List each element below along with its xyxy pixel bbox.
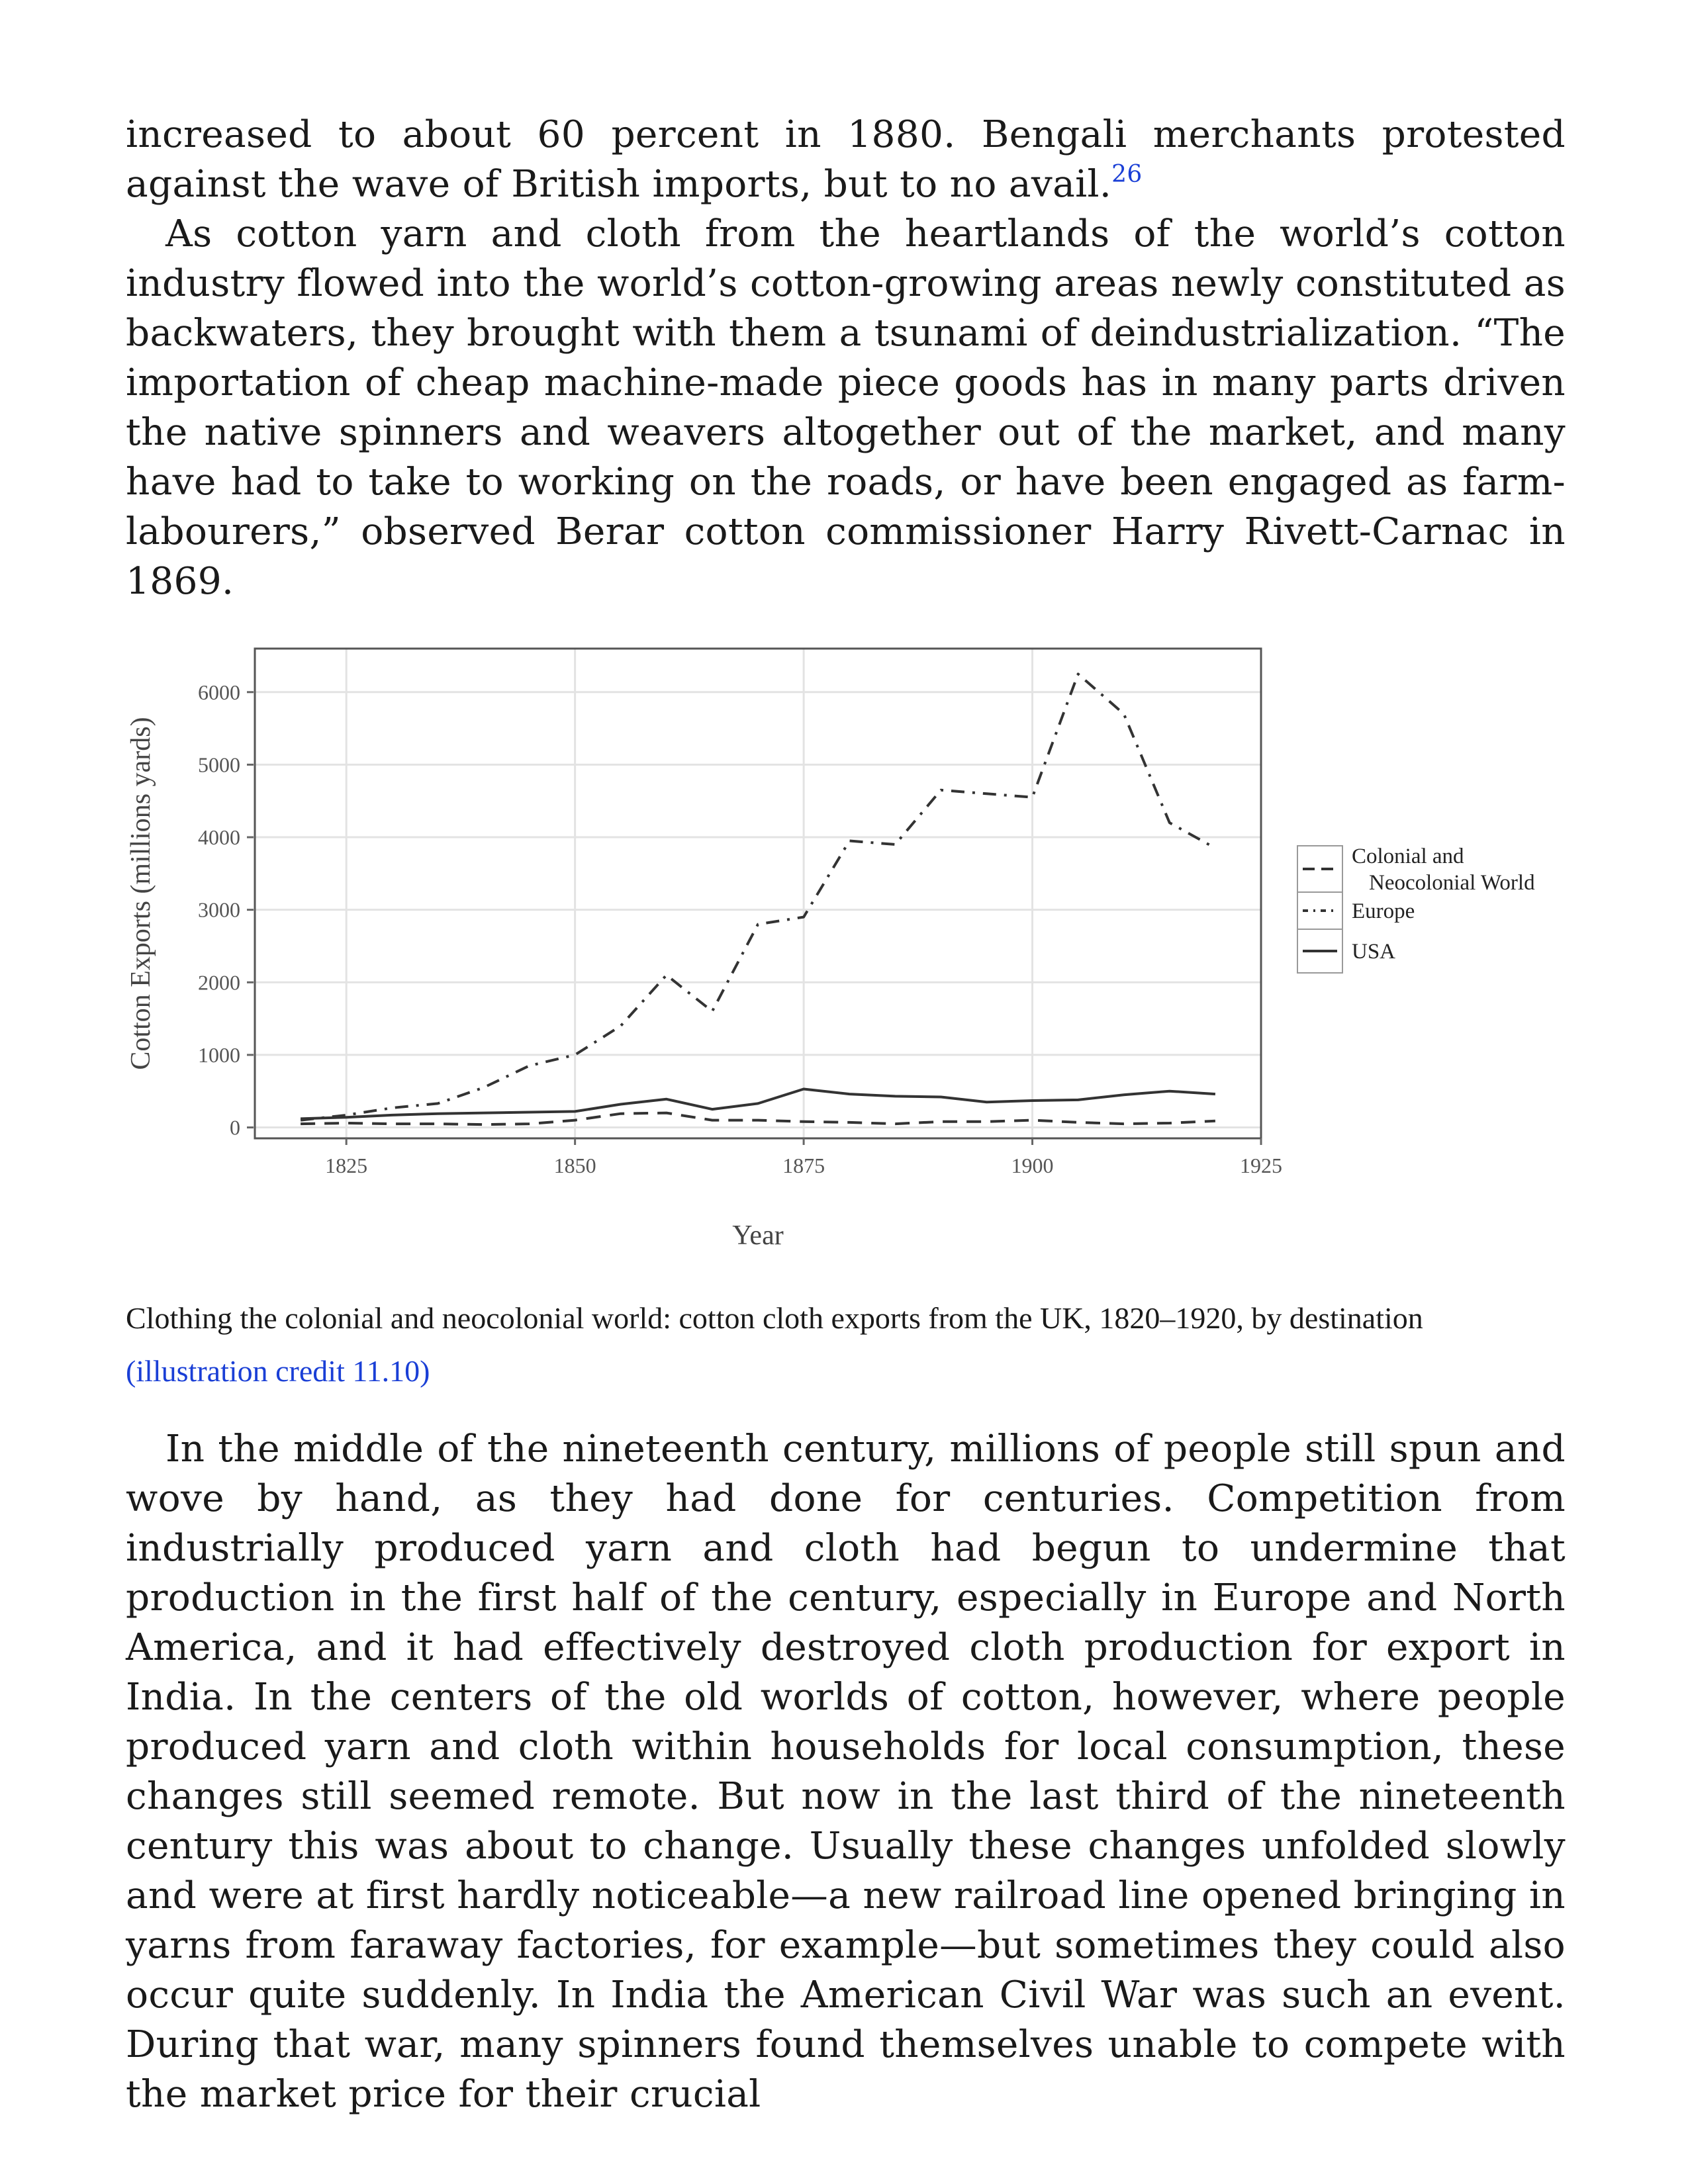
x-tick-label: 1875 xyxy=(782,1154,825,1177)
paragraph-1 xyxy=(126,110,1566,209)
cotton-exports-chart xyxy=(0,609,1688,1271)
body-text-top xyxy=(126,110,1566,606)
footnote-link-26[interactable]: 26 xyxy=(1111,161,1143,188)
y-tick-label: 3000 xyxy=(198,897,240,922)
illustration-credit-link[interactable]: (illustration credit 11.10) xyxy=(126,1354,430,1388)
legend-label: Neocolonial World xyxy=(1369,871,1535,895)
legend-label: Europe xyxy=(1352,899,1415,923)
y-tick-label: 5000 xyxy=(198,752,240,777)
x-tick-label: 1850 xyxy=(553,1154,596,1177)
y-tick-label: 0 xyxy=(230,1115,240,1140)
x-axis-label: Year xyxy=(732,1220,784,1251)
y-tick-label: 1000 xyxy=(198,1042,240,1067)
legend xyxy=(1297,844,1535,973)
paragraph-2: As cotton yarn and cloth from the heartlands of the world’s cotton industry flowed into the world’s cotton-growing areas newly constituted as backwaters, they brought with them a tsunami of deindustrialization. “The importation of cheap machine-made piece goods has in many parts driven the native spinners and weavers altogether out of the market, and many have had to take to working on the roads, or have been engaged as farm-labourers,” observed Berar cotton commissioner Harry Rivett-Carnac in 1869. xyxy=(126,212,1566,603)
y-tick-label: 4000 xyxy=(198,825,240,850)
figure-caption xyxy=(126,1292,1582,1398)
body-text-bottom xyxy=(126,1424,1566,2119)
x-tick-label: 1825 xyxy=(325,1154,368,1177)
caption-text: Clothing the colonial and neocolonial world: cotton cloth exports from the UK, 1820–1920, by destination xyxy=(126,1301,1423,1335)
x-tick-label: 1925 xyxy=(1240,1154,1282,1177)
x-tick-label: 1900 xyxy=(1011,1154,1054,1177)
plot-area xyxy=(255,649,1261,1138)
paragraph-1-text: increased to about 60 percent in 1880. Bengali merchants protested against the wave of British imports, but to no avail. xyxy=(126,113,1566,206)
y-tick-label: 2000 xyxy=(198,970,240,995)
y-axis-label: Cotton Exports (millions yards) xyxy=(126,717,156,1070)
legend-label: Colonial and xyxy=(1352,844,1464,868)
paragraph-3: In the middle of the nineteenth century, millions of people still spun and wove by hand, as they had done for centuries. Competition from industrially produced yarn and cloth had begun to undermine that production in the first half of the century, especially in Europe and North America, and it had effectively destroyed cloth production for export in India. In the centers of the old worlds of cotton, however, where people produced yarn and cloth within households for local consumption, these changes still seemed remote. But now in the last third of the nineteenth century this was about to change. Usually these changes unfolded slowly and were at first hardly noticeable—a new railroad line opened bringing in yarns from faraway factories, for example—but sometimes they could also occur quite suddenly. In India the American Civil War was such an event. During that war, many spinners found themselves unable to compete with the market price for their crucial xyxy=(126,1428,1566,2116)
legend-label: USA xyxy=(1352,940,1396,964)
y-tick-label: 6000 xyxy=(198,680,240,704)
